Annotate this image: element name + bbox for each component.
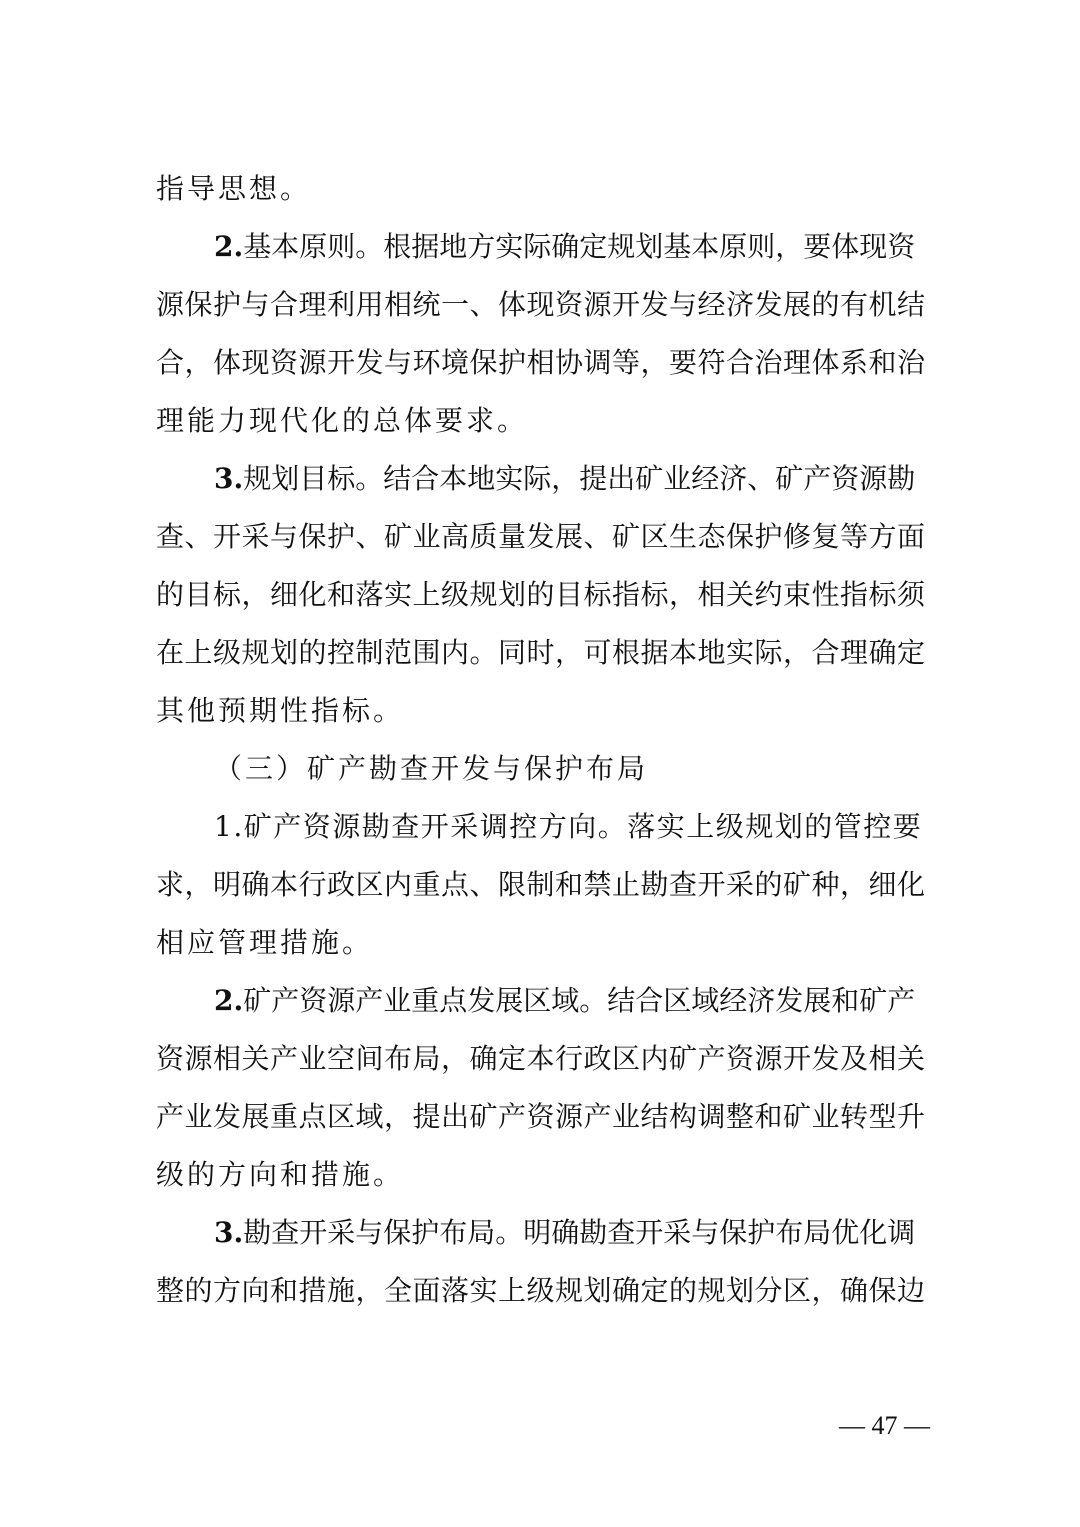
text-line: 整的方向和措施，全面落实上级规划确定的规划分区，确保边 xyxy=(156,1274,926,1307)
text-line: 相应管理措施。 xyxy=(156,926,374,959)
paragraph-layout: 3.勘查开采与保护布局。明确勘查开采与保护布局优化调 xyxy=(214,1216,916,1249)
paragraph-regulation-direction: 1.矿产资源勘查开采调控方向。落实上级规划的管控要 xyxy=(214,810,923,843)
paragraph-planning-goals: 3.规划目标。结合本地实际，提出矿业经济、矿产资源勘 xyxy=(214,462,916,495)
text-line: 指导思想。 xyxy=(156,172,312,205)
text-line: 产业发展重点区域，提出矿产资源产业结构调整和矿业转型升 xyxy=(156,1100,926,1133)
item-number: 2. xyxy=(214,230,244,263)
section-heading: （三）矿产勘查开发与保护布局 xyxy=(214,752,649,785)
text-line: 级的方向和措施。 xyxy=(156,1158,405,1191)
item-number: 3. xyxy=(214,462,244,495)
text-line: 合，体现资源开发与环境保护相协调等，要符合治理体系和治 xyxy=(156,346,926,379)
paragraph-key-areas: 2.矿产资源产业重点发展区域。结合区域经济发展和矿产 xyxy=(214,984,916,1017)
text-line: 的目标，细化和落实上级规划的目标指标，相关约束性指标须 xyxy=(156,578,926,611)
text-line: 在上级规划的控制范围内。同时，可根据本地实际，合理确定 xyxy=(156,636,926,669)
page-number: — 47 — xyxy=(839,1411,930,1440)
item-number: 2. xyxy=(214,984,244,1017)
document-body xyxy=(156,160,926,1320)
text-line: 求，明确本行政区内重点、限制和禁止勘查开采的矿种，细化 xyxy=(156,868,926,901)
text-line: 其他预期性指标。 xyxy=(156,694,405,727)
text-line: 源保护与合理利用相统一、体现资源开发与经济发展的有机结 xyxy=(156,288,926,321)
text-line: 理能力现代化的总体要求。 xyxy=(156,404,529,437)
text-line: 查、开采与保护、矿业高质量发展、矿区生态保护修复等方面 xyxy=(156,520,926,553)
paragraph-basic-principles: 2.基本原则。根据地方实际确定规划基本原则，要体现资 xyxy=(214,230,916,263)
item-number: 3. xyxy=(214,1216,244,1249)
text-line: 资源相关产业空间布局，确定本行政区内矿产资源开发及相关 xyxy=(156,1042,926,1075)
